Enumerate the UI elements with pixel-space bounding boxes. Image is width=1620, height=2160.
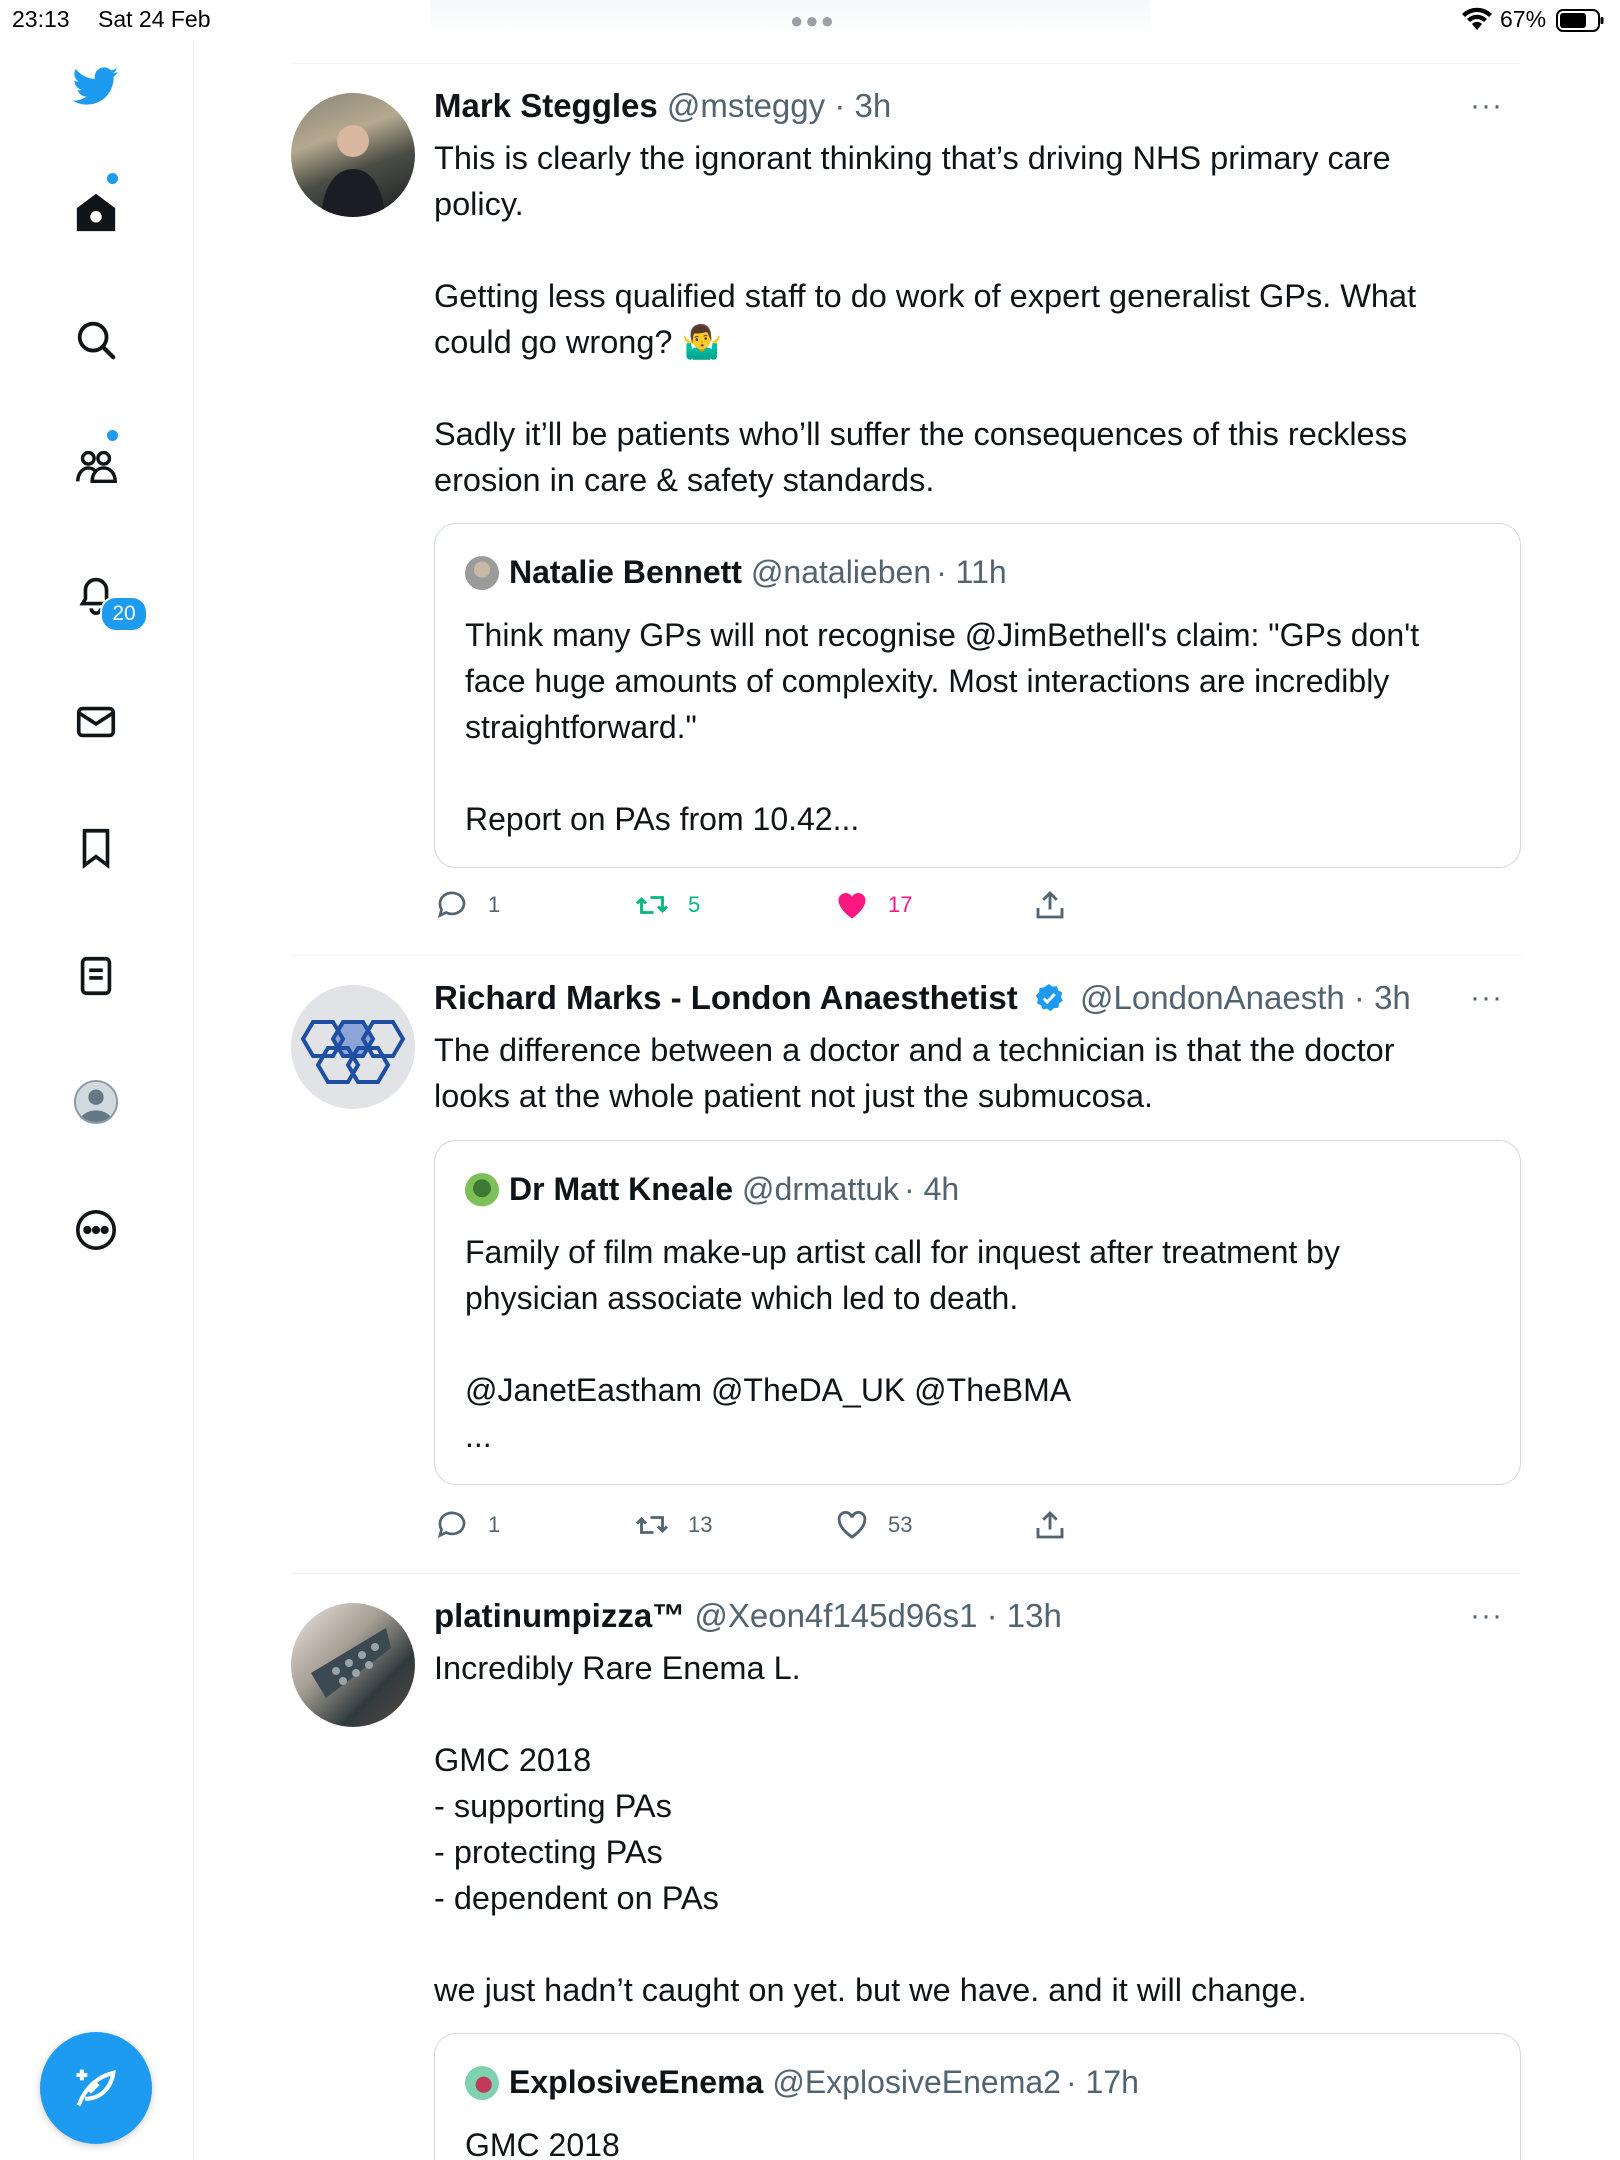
tweet-author-handle[interactable]: @Xeon4f145d96s1 xyxy=(694,1597,978,1634)
tweet-author-name[interactable]: Mark Steggles xyxy=(434,87,658,124)
retweet-icon xyxy=(634,1507,670,1543)
quoted-text: GMC 2018 xyxy=(465,2127,620,2160)
battery-percent: 67% xyxy=(1500,6,1547,32)
quoted-author-handle: @ExplosiveEnema2 xyxy=(772,2064,1061,2100)
twitter-logo-icon[interactable] xyxy=(70,60,122,112)
status-date: Sat 24 Feb xyxy=(98,6,211,32)
tweet-author-handle[interactable]: @msteggy xyxy=(666,87,826,124)
tweet-timestamp[interactable]: · 13h xyxy=(986,1597,1062,1634)
quoted-timestamp: · 4h xyxy=(904,1171,960,1207)
status-bar xyxy=(0,0,1620,40)
tweet-more-icon[interactable]: ··· xyxy=(1470,981,1503,1014)
tweet-more-icon[interactable]: ··· xyxy=(1470,1599,1503,1632)
tweet-card[interactable] xyxy=(291,955,1521,1573)
tweet-author-avatar[interactable] xyxy=(291,985,415,1109)
share-icon xyxy=(1032,1507,1068,1543)
tweet-author-handle[interactable]: @LondonAnaesth xyxy=(1080,979,1345,1016)
share-button[interactable] xyxy=(1032,1507,1086,1543)
quoted-author-handle: @drmattuk xyxy=(742,1171,900,1207)
reply-icon xyxy=(434,1507,470,1543)
quoted-author-avatar xyxy=(465,556,499,590)
tweet-card[interactable] xyxy=(291,63,1521,955)
tweet-actions xyxy=(434,1507,1521,1547)
tweet-timestamp[interactable]: · 3h xyxy=(1353,979,1411,1016)
tweet-card[interactable] xyxy=(291,1573,1521,2160)
quoted-author-avatar xyxy=(465,2066,499,2100)
quoted-timestamp: · 17h xyxy=(1065,2064,1139,2100)
tweet-more-icon[interactable]: ··· xyxy=(1470,89,1503,122)
profile-avatar-icon[interactable] xyxy=(70,1076,122,1128)
quoted-tweet[interactable] xyxy=(434,1140,1521,1485)
tweet-text: Incredibly Rare Enema L. GMC 2018 - supporting PAs - protecting PAs - dependent on PAs we just hadn’t caught on yet. but we have. and it will change. xyxy=(434,1650,1307,2008)
tweet-author-avatar[interactable] xyxy=(291,93,415,217)
liked-heart-icon xyxy=(834,887,870,923)
tweet-author-name[interactable]: platinumpizza™ xyxy=(434,1597,686,1634)
tweet-author-name[interactable]: Richard Marks - London Anaesthetist xyxy=(434,979,1018,1016)
more-options-icon[interactable] xyxy=(70,1204,122,1256)
retweet-button[interactable] xyxy=(634,887,700,923)
search-icon[interactable] xyxy=(70,314,122,366)
lists-icon[interactable] xyxy=(70,950,122,1002)
heart-icon xyxy=(834,1507,870,1543)
quoted-text: Think many GPs will not recognise @JimBethell's claim: "GPs don't face huge amounts of complexity. Most interactions are incredibly straightforward." Report on PAs from 10.42... xyxy=(465,617,1420,837)
verified-badge-icon[interactable] xyxy=(1033,982,1065,1014)
tweet-text: The difference between a doctor and a technician is that the doctor looks at the whole patient not just the submucosa. xyxy=(434,1032,1395,1114)
reply-button[interactable] xyxy=(434,1507,500,1543)
reply-button[interactable] xyxy=(434,887,500,923)
reply-count: 1 xyxy=(488,1512,501,1537)
like-count: 53 xyxy=(888,1512,913,1537)
tweet-text: This is clearly the ignorant thinking that’s driving NHS primary care policy. Getting less qualified staff to do work of expert generalist GPs. What could go wrong? 🤷‍♂️ Sadly it’ll be patients who’ll suffer the consequences of this reckless erosion in care & safety standards. xyxy=(434,140,1417,498)
quoted-author-name: Natalie Bennett xyxy=(509,554,742,590)
quoted-author-avatar xyxy=(465,1173,499,1207)
quoted-timestamp: · 11h xyxy=(936,554,1007,590)
bookmarks-icon[interactable] xyxy=(70,822,122,874)
retweet-count: 5 xyxy=(688,892,701,917)
multitasking-dots-icon[interactable]: ●●● xyxy=(790,8,836,33)
reply-icon xyxy=(434,887,470,923)
communities-unread-dot xyxy=(107,430,118,441)
home-icon[interactable] xyxy=(70,186,122,238)
quoted-tweet[interactable] xyxy=(434,2033,1521,2160)
compose-feather-icon xyxy=(70,2062,122,2114)
compose-tweet-button[interactable] xyxy=(40,2032,152,2144)
status-time: 23:13 xyxy=(12,6,70,32)
quoted-author-handle: @natalieben xyxy=(750,554,932,590)
share-button[interactable] xyxy=(1032,887,1086,923)
wifi-icon xyxy=(1462,6,1492,32)
retweet-button[interactable] xyxy=(634,1507,712,1543)
quoted-author-name: ExplosiveEnema xyxy=(509,2064,764,2100)
like-button[interactable] xyxy=(834,1507,912,1543)
retweet-icon xyxy=(634,887,670,923)
like-count: 17 xyxy=(888,892,913,917)
share-icon xyxy=(1032,887,1068,923)
communities-icon[interactable] xyxy=(70,440,122,492)
tweet-timestamp[interactable]: · 3h xyxy=(834,87,892,124)
sidebar-nav xyxy=(0,40,194,2160)
notifications-badge: 20 xyxy=(100,596,148,632)
reply-count: 1 xyxy=(488,892,501,917)
battery-icon xyxy=(1556,9,1604,32)
messages-envelope-icon[interactable] xyxy=(70,696,122,748)
quoted-author-name: Dr Matt Kneale xyxy=(509,1171,734,1207)
tweet-actions xyxy=(434,887,1521,927)
quoted-text: Family of film make-up artist call for inquest after treatment by physician associate which led to death. @JanetEastham @TheDA_UK @TheBMA ... xyxy=(465,1234,1340,1454)
home-unread-dot xyxy=(107,173,118,184)
like-button[interactable] xyxy=(834,887,912,923)
quoted-tweet[interactable] xyxy=(434,523,1521,868)
tweet-author-avatar[interactable] xyxy=(291,1603,415,1727)
retweet-count: 13 xyxy=(688,1512,713,1537)
